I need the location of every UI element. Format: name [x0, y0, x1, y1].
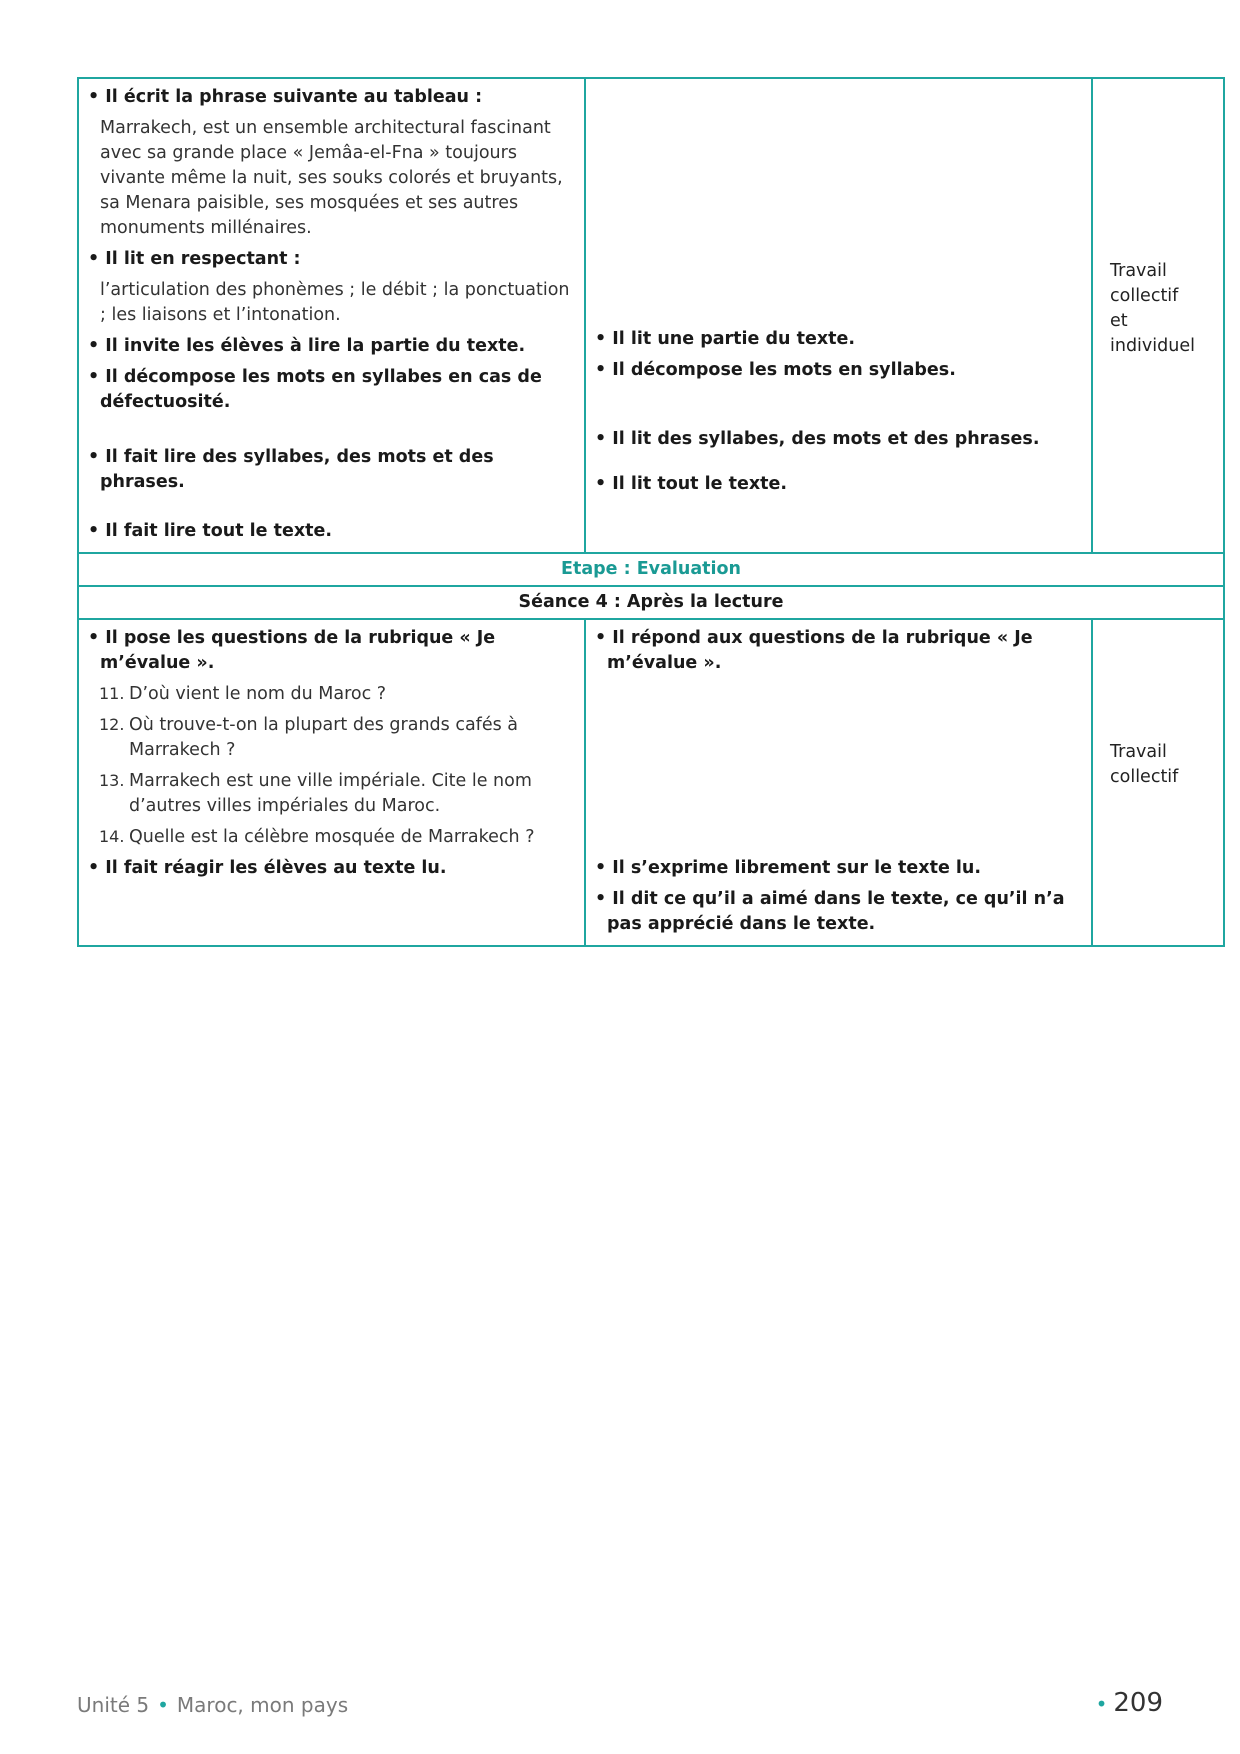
question-number: 11.: [99, 684, 125, 703]
teacher-item: • Il fait lire des syllabes, des mots et des phrases.: [88, 445, 576, 495]
teacher-item: • Il fait lire tout le texte.: [88, 519, 576, 544]
lesson-table: [77, 77, 1225, 947]
footer-unit: [77, 1693, 348, 1717]
question-item: [88, 768, 576, 819]
question-item: [88, 712, 576, 763]
unit-label: Unité 5: [77, 1693, 150, 1717]
question-text: D’où vient le nom du Maroc ?: [129, 684, 387, 704]
teacher-activities-cell: [78, 619, 585, 946]
question-text: Où trouve-t-on la plupart des grands cafés à Marrakech ?: [129, 715, 518, 760]
teacher-item: • Il lit en respectant :: [88, 247, 576, 272]
question-item: [88, 681, 576, 707]
bullet-icon: •: [157, 1693, 169, 1717]
etape-header: Etape : Evaluation: [78, 553, 1224, 586]
page-number: [1096, 1688, 1163, 1718]
student-item: • Il lit une partie du texte.: [595, 327, 1083, 352]
work-mode-line: collectif: [1110, 286, 1179, 306]
question-number: 14.: [99, 827, 125, 846]
student-item: • Il dit ce qu’il a aimé dans le texte, ce qu’il n’a pas apprécié dans le texte.: [595, 887, 1083, 937]
question-item: [88, 824, 576, 850]
unit-title: Maroc, mon pays: [176, 1693, 349, 1717]
page-number-value: 209: [1113, 1688, 1163, 1718]
table-row: [78, 78, 1224, 553]
board-sentence: Marrakech, est un ensemble architectural fascinant avec sa grande place « Jemâa-el-Fna » toujours vivante même la nuit, ses souks colorés et bruyants, sa Menara paisible, ses mosquées et ses autres monuments millénaires.: [100, 118, 563, 238]
work-mode-line: individuel: [1110, 336, 1195, 356]
teacher-item: • Il pose les questions de la rubrique « Je m’évalue ».: [88, 626, 576, 676]
teacher-item: • Il écrit la phrase suivante au tableau :: [88, 85, 576, 110]
work-mode-cell: [1092, 78, 1224, 553]
work-mode-line: Travail: [1110, 261, 1167, 281]
table-row: [78, 553, 1224, 586]
table-row: [78, 586, 1224, 619]
student-activities-cell: [585, 619, 1092, 946]
seance-header: Séance 4 : Après la lecture: [78, 586, 1224, 619]
teacher-item: • Il invite les élèves à lire la partie du texte.: [88, 334, 576, 359]
teacher-activities-cell: [78, 78, 585, 553]
table-row: [78, 619, 1224, 946]
respect-details: l’articulation des phonèmes ; le débit ; la ponctuation ; les liaisons et l’intonation.: [100, 280, 570, 325]
question-number: 13.: [99, 771, 125, 790]
student-item: • Il lit tout le texte.: [595, 472, 1083, 497]
bullet-icon: •: [1095, 1692, 1108, 1716]
question-text: Quelle est la célèbre mosquée de Marrakech ?: [129, 827, 535, 847]
student-item: • Il lit des syllabes, des mots et des phrases.: [595, 427, 1083, 452]
teacher-item: • Il décompose les mots en syllabes en cas de défectuosité.: [88, 365, 576, 415]
teacher-item: • Il fait réagir les élèves au texte lu.: [88, 856, 576, 881]
work-mode-line: et: [1110, 311, 1128, 331]
question-text: Marrakech est une ville impériale. Cite le nom d’autres villes impériales du Maroc.: [129, 771, 532, 816]
student-item: • Il décompose les mots en syllabes.: [595, 358, 1083, 383]
work-mode-line: Travail: [1110, 742, 1167, 762]
question-number: 12.: [99, 715, 125, 734]
student-activities-cell: [585, 78, 1092, 553]
student-item: • Il répond aux questions de la rubrique « Je m’évalue ».: [595, 626, 1083, 676]
student-item: • Il s’exprime librement sur le texte lu.: [595, 856, 1083, 881]
work-mode-line: collectif: [1110, 767, 1179, 787]
work-mode-cell: [1092, 619, 1224, 946]
